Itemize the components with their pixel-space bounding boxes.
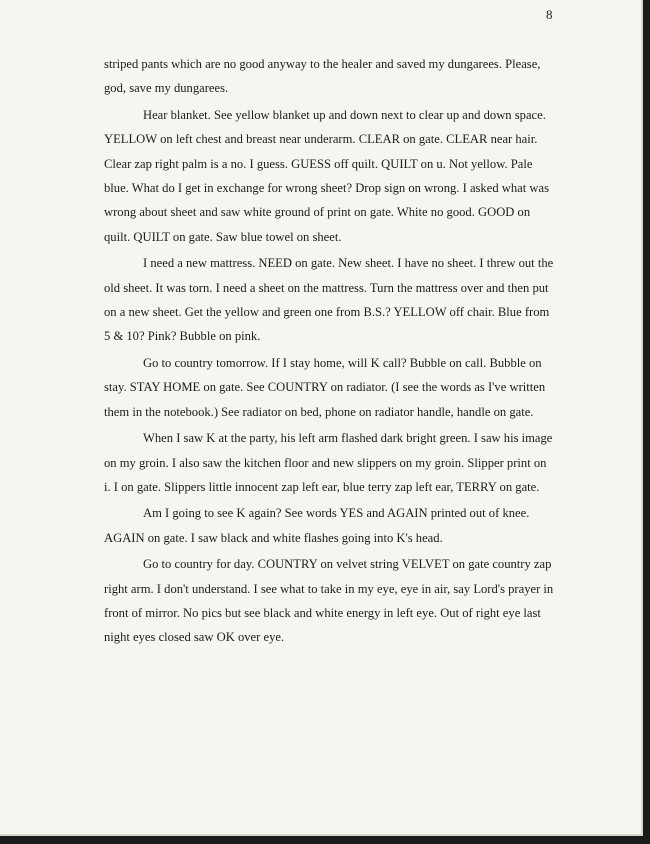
paragraph: Am I going to see K again? See words YES and AGAIN printed out of knee. AGAIN on gate. I saw black and white flashes going into K's head. [104,506,530,545]
paragraph: I need a new mattress. NEED on gate. New sheet. I have no sheet. I threw out the old sheet. It was torn. I need a sheet on the mattress. Turn the mattress over and then put on a new sheet. Get the yellow and green one from B.S.? YELLOW off chair. Blue from 5 & 10? Pink? Bubble on pink. [104,256,554,344]
paragraph: Go to country tomorrow. If I stay home, will K call? Bubble on call. Bubble on stay. STAY HOME on gate. See COUNTRY on radiator. (I see the words as I've written them in the notebook.) See radiator on bed, phone on radiator handle, handle on gate. [104,355,546,419]
paragraph: striped pants which are no good anyway to the healer and saved my dungarees. Please, god, save my dungarees. [104,57,541,96]
page-number: 8 [546,7,553,22]
paragraph: Go to country for day. COUNTRY on velvet string VELVET on gate country zap right arm. I don't understand. I see what to take in my eye, eye in air, say Lord's prayer in front of mirror. No pics but see black and white energy in left eye. Out of right eye last night eyes closed saw OK over eye. [104,557,554,645]
body-text [104,52,554,652]
paragraph: Hear blanket. See yellow blanket up and down next to clear up and down space. YELLOW on left chest and breast near underarm. CLEAR on gate. CLEAR near hair. Clear zap right palm is a no. I guess. GUESS off quilt. QUILT on u. Not yellow. Pale blue. What do I get in exchange for wrong sheet? Drop sign on wrong. I asked what was wrong about sheet and saw white ground of print on gate. White no good. GOOD on quilt. QUILT on gate. Saw blue towel on sheet. [104,107,549,244]
paragraph: When I saw K at the party, his left arm flashed dark bright green. I saw his image on my groin. I also saw the kitchen floor and new slippers on my groin. Slipper print on i. I on gate. Slippers little innocent zap left ear, blue terry zap left ear, TERRY on gate. [104,431,553,494]
